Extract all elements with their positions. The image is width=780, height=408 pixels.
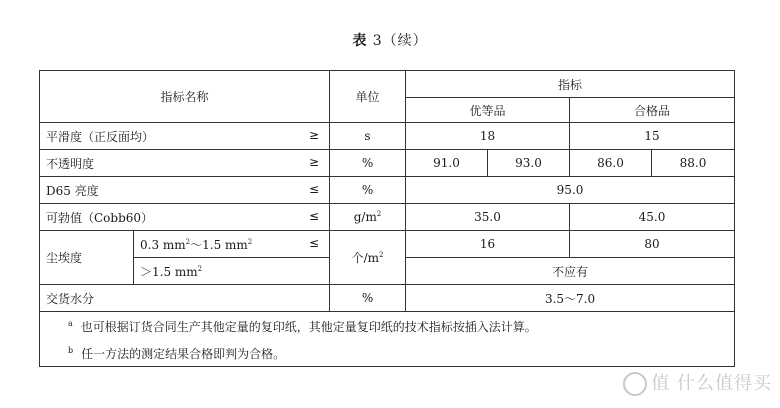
moisture-name: 交货水分 [40, 285, 330, 312]
row-smoothness [40, 123, 735, 150]
notes-cell [40, 312, 735, 367]
dust-unit-sup: 2 [379, 251, 384, 259]
table-caption [0, 30, 780, 50]
dust-sub1-mid: ～1.5 mm [190, 237, 248, 252]
note-b-mark: b [68, 346, 74, 355]
moisture-value: 3.5～7.0 [406, 285, 735, 312]
smoothness-name: 平滑度（正反面均） [46, 129, 155, 144]
note-b [46, 339, 728, 366]
note-a-mark: a [68, 319, 73, 328]
header-index: 指标 [406, 71, 735, 98]
cobb-v1: 35.0 [406, 204, 570, 231]
dust-sub1-v1: 16 [406, 231, 570, 258]
dust-sub1-sup1: 2 [185, 237, 191, 246]
brightness-name-cell [40, 177, 330, 204]
smoothness-v2: 15 [570, 123, 735, 150]
opacity-unit: % [330, 150, 406, 177]
dust-sub2-sup: 2 [197, 264, 203, 273]
opacity-relation: ≥ [308, 154, 320, 169]
header-grade1: 优等品 [406, 98, 570, 123]
dust-sub2-cell [134, 258, 330, 285]
row-opacity [40, 150, 735, 177]
dust-sub1-sup2: 2 [247, 237, 253, 246]
smoothness-unit: s [330, 123, 406, 150]
row-moisture [40, 285, 735, 312]
cobb-unit-base: g/m [353, 210, 377, 224]
cobb-relation: ≤ [308, 208, 320, 223]
watermark-text: 值 什么值得买 [651, 373, 772, 394]
opacity-name: 不透明度 [46, 156, 95, 171]
caption-prefix: 表 [352, 33, 368, 49]
cobb-unit-sup: 2 [376, 210, 382, 218]
opacity-v1a: 91.0 [406, 150, 488, 177]
smoothness-name-cell [40, 123, 330, 150]
note-a [46, 312, 728, 339]
cobb-name-cell [40, 204, 330, 231]
note-a-text: 也可根据订货合同生产其他定量的复印纸，其他定量复印纸的技术指标按插入法计算。 [80, 320, 537, 334]
smoothness-v1: 18 [406, 123, 570, 150]
watermark [623, 369, 772, 396]
row-dust-1 [40, 231, 735, 258]
dust-sub1-label: 0.3 mm [140, 237, 186, 252]
dust-unit-base: 个/m [351, 251, 379, 265]
opacity-v2a: 86.0 [570, 150, 652, 177]
dust-sub1-v2: 80 [570, 231, 735, 258]
opacity-v2b: 88.0 [652, 150, 735, 177]
cobb-unit [330, 204, 406, 231]
dust-unit [330, 231, 406, 285]
dust-sub2-value: 不应有 [406, 258, 735, 285]
notes-row [40, 312, 735, 367]
smoothness-relation: ≥ [308, 127, 320, 142]
cobb-v2: 45.0 [570, 204, 735, 231]
moisture-unit: % [330, 285, 406, 312]
header-name: 指标名称 [40, 71, 330, 123]
header-grade2: 合格品 [570, 98, 735, 123]
opacity-v1b: 93.0 [488, 150, 570, 177]
watermark-logo-icon [623, 372, 647, 396]
dust-sub1-cell [134, 231, 330, 258]
row-cobb [40, 204, 735, 231]
spec-table [39, 70, 735, 367]
header-unit: 单位 [330, 71, 406, 123]
brightness-value: 95.0 [406, 177, 735, 204]
cobb-name: 可勃值（Cobb60） [46, 210, 154, 225]
opacity-name-cell [40, 150, 330, 177]
note-b-text: 任一方法的测定结果合格即判为合格。 [81, 347, 286, 361]
dust-name: 尘埃度 [40, 231, 134, 285]
brightness-name: D65 亮度 [46, 183, 99, 198]
caption-text: 3（续） [367, 33, 428, 49]
dust-sub1-relation: ≤ [308, 235, 320, 250]
header-row-1 [40, 71, 735, 98]
dust-sub2-label: ＞1.5 mm [140, 264, 198, 279]
brightness-relation: ≤ [308, 181, 320, 196]
row-brightness [40, 177, 735, 204]
brightness-unit: % [330, 177, 406, 204]
